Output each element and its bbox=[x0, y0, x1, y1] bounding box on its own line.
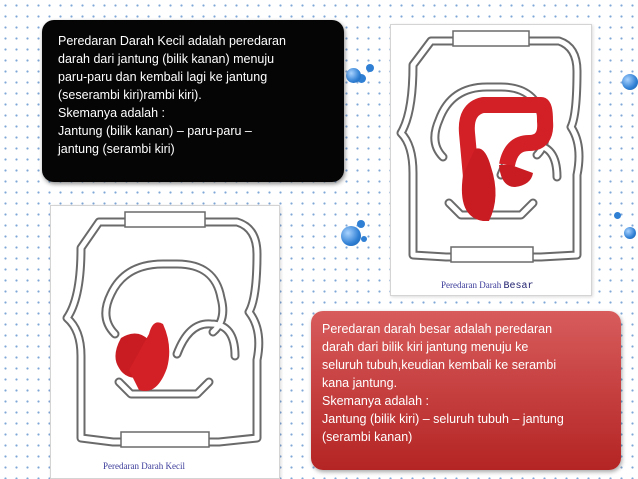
description-line: seluruh tubuh,keudian kembali ke serambi bbox=[322, 358, 557, 372]
description-line: Jantung (bilik kanan) – paru-paru – bbox=[58, 124, 252, 138]
bubble-decoration bbox=[366, 64, 374, 72]
description-line: Skemanya adalah : bbox=[58, 106, 166, 120]
description-line: Peredaran Darah Kecil adalah peredaran bbox=[58, 34, 286, 48]
description-line: Jantung (bilik kiri) – seluruh tubuh – jantung bbox=[322, 412, 564, 426]
description-line: (serambi kanan) bbox=[322, 430, 413, 444]
bubble-decoration bbox=[357, 220, 365, 228]
circulation-diagram-kecil bbox=[51, 206, 279, 478]
capillary-bar-bottom bbox=[121, 432, 209, 447]
figure-caption-kecil: Peredaran Darah Kecil bbox=[103, 461, 185, 471]
bubble-decoration bbox=[346, 68, 361, 83]
figure-caption-besar: Peredaran Darah Besar bbox=[441, 280, 534, 292]
bubble-decoration bbox=[341, 226, 361, 246]
description-box-besar bbox=[311, 311, 621, 470]
description-line: darah dari bilik kiri jantung menuju ke bbox=[322, 340, 529, 354]
figure-peredaran-darah-besar bbox=[390, 24, 592, 296]
bubble-decoration bbox=[622, 74, 638, 90]
capillary-bar-top bbox=[453, 31, 529, 46]
bubble-decoration bbox=[614, 212, 621, 219]
capillary-bar-bottom bbox=[451, 247, 533, 262]
description-line: kana jantung. bbox=[322, 376, 398, 390]
bubble-decoration bbox=[624, 227, 636, 239]
capillary-bar-top bbox=[125, 212, 205, 227]
description-line: Skemanya adalah : bbox=[322, 394, 430, 408]
heart-shape bbox=[499, 165, 533, 187]
circulation-diagram-besar bbox=[391, 25, 591, 295]
description-line: paru-paru dan kembali lagi ke jantung bbox=[58, 70, 268, 84]
description-line: (seserambi kiri)rambi kiri). bbox=[58, 88, 202, 102]
description-line: darah dari jantung (bilik kanan) menuju bbox=[58, 52, 275, 66]
bubble-decoration bbox=[361, 236, 367, 242]
description-box-kecil bbox=[42, 20, 344, 182]
description-line: Peredaran darah besar adalah peredaran bbox=[322, 322, 553, 336]
description-line: jantung (serambi kiri) bbox=[58, 142, 175, 156]
figure-peredaran-darah-kecil bbox=[50, 205, 280, 479]
